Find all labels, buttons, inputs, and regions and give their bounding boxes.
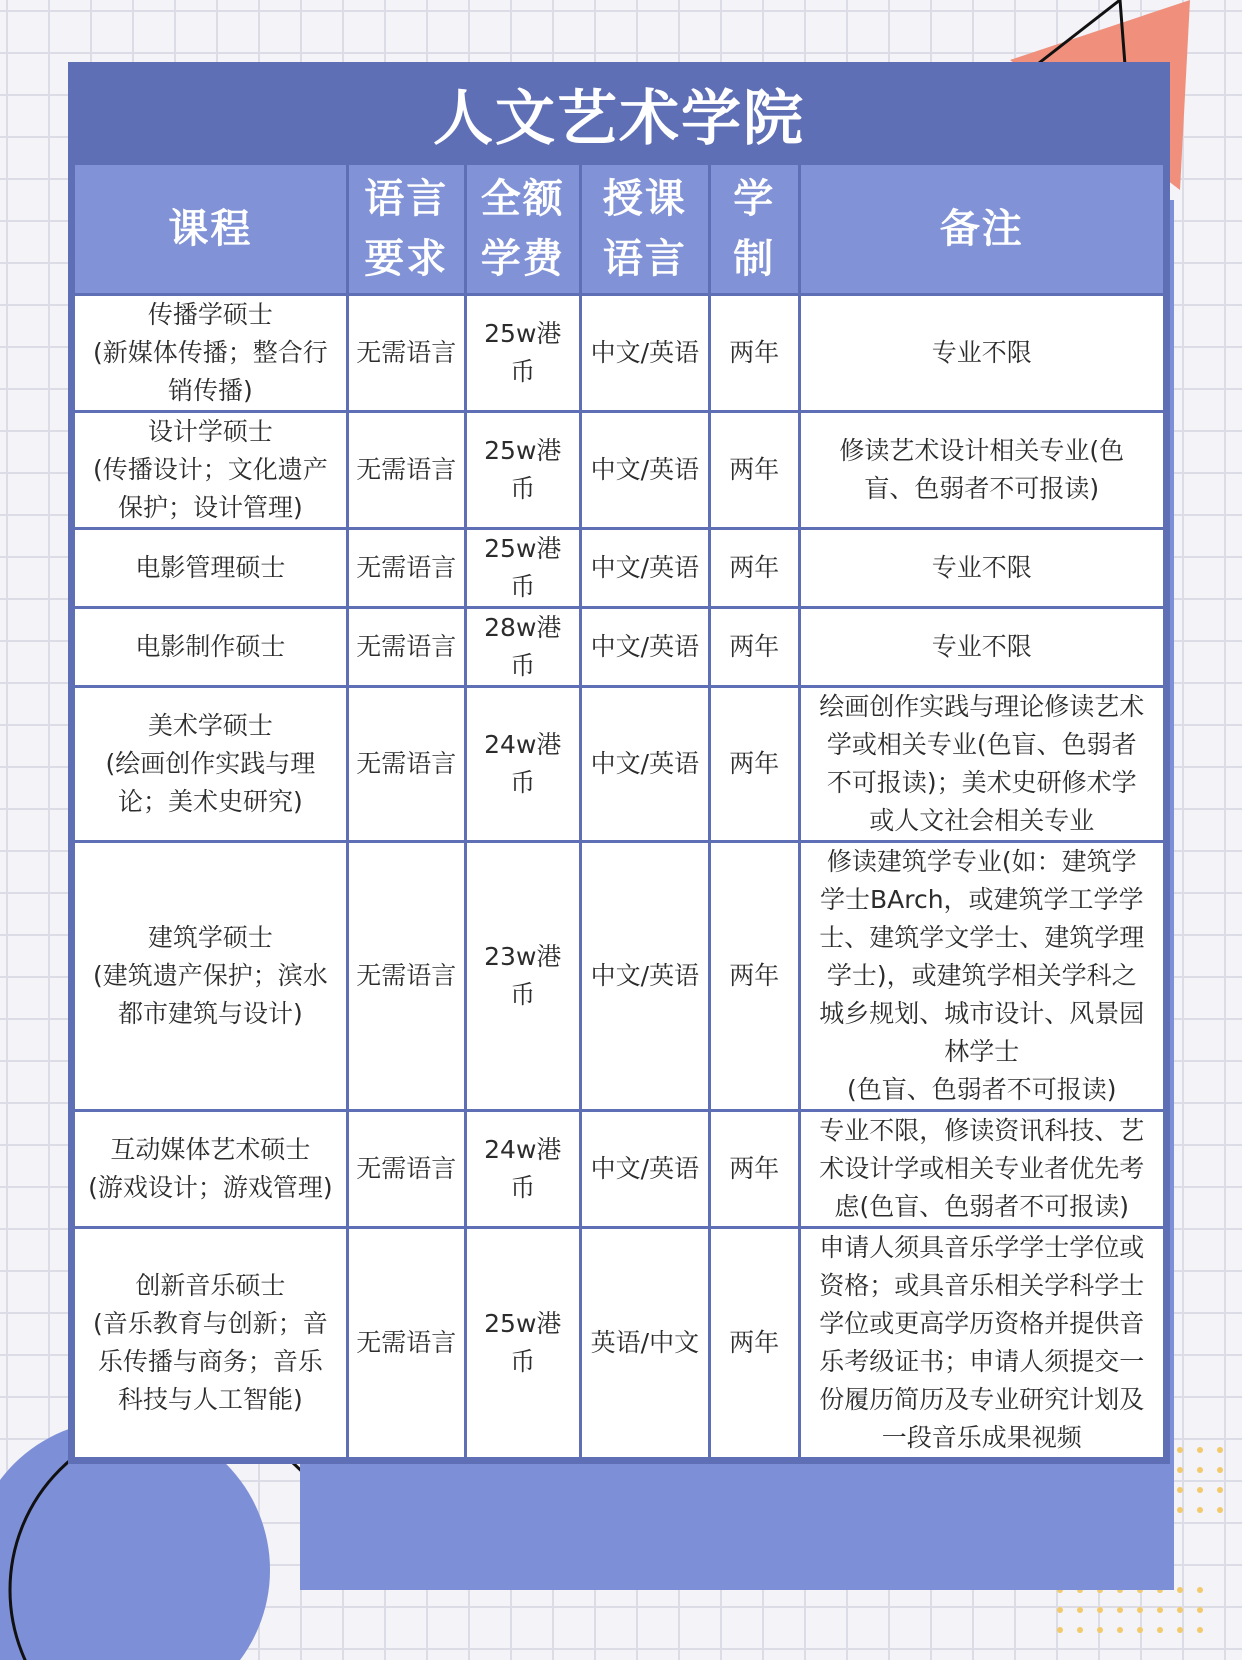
remarks-line: 学士BArch，或建筑学工学学 bbox=[819, 885, 1144, 914]
remarks-line: (色盲、色弱者不可报读) bbox=[847, 1075, 1117, 1104]
teaching-lang-cell: 英语/中文 bbox=[582, 1229, 708, 1457]
course-line: (音乐教育与创新；音 bbox=[93, 1309, 328, 1338]
column-header-tuition bbox=[467, 165, 579, 293]
duration-cell: 两年 bbox=[711, 1229, 798, 1457]
teaching-lang-cell: 中文/英语 bbox=[582, 843, 708, 1109]
course-line: 建筑学硕士 bbox=[147, 923, 273, 952]
duration-cell: 两年 bbox=[711, 296, 798, 410]
remarks-line: 盲、色弱者不可报读) bbox=[864, 474, 1100, 503]
duration-cell: 两年 bbox=[711, 688, 798, 840]
course-line: (游戏设计；游戏管理) bbox=[88, 1173, 333, 1202]
teaching-lang-cell: 中文/英语 bbox=[582, 688, 708, 840]
column-header-course bbox=[75, 165, 346, 293]
column-header-line: 学 bbox=[733, 176, 776, 222]
remarks-cell bbox=[801, 843, 1163, 1109]
tuition-cell: 23w港币 bbox=[467, 843, 579, 1109]
course-cell bbox=[75, 1112, 346, 1226]
remarks-line: 申请人须具音乐学学士学位或 bbox=[819, 1233, 1145, 1262]
table-row bbox=[75, 1112, 1163, 1226]
course-line: (新媒体传播；整合行 bbox=[93, 338, 328, 367]
course-line: 设计学硕士 bbox=[147, 417, 273, 446]
course-line: 保护；设计管理) bbox=[118, 493, 303, 522]
remarks-line: 修读建筑学专业(如：建筑学 bbox=[826, 847, 1137, 876]
remarks-line: 专业不限 bbox=[931, 338, 1032, 367]
tuition-cell: 24w港币 bbox=[467, 1112, 579, 1226]
remarks-line: 虑(色盲、色弱者不可报读) bbox=[834, 1192, 1130, 1221]
language-req-cell: 无需语言 bbox=[349, 843, 464, 1109]
language-req-cell: 无需语言 bbox=[349, 688, 464, 840]
column-header-line: 课程 bbox=[168, 206, 253, 252]
table-row bbox=[75, 296, 1163, 410]
tuition-cell: 28w港币 bbox=[467, 609, 579, 685]
teaching-lang-cell: 中文/英语 bbox=[582, 1112, 708, 1226]
language-req-cell: 无需语言 bbox=[349, 1112, 464, 1226]
column-header-line: 全额 bbox=[480, 176, 565, 222]
course-cell bbox=[75, 296, 346, 410]
remarks-line: 专业不限 bbox=[931, 632, 1032, 661]
remarks-line: 乐考级证书；申请人须提交一 bbox=[819, 1347, 1145, 1376]
tuition-cell: 25w港币 bbox=[467, 530, 579, 606]
course-line: 电影制作硕士 bbox=[135, 632, 286, 661]
remarks-cell bbox=[801, 530, 1163, 606]
language-req-cell: 无需语言 bbox=[349, 609, 464, 685]
remarks-cell bbox=[801, 413, 1163, 527]
course-line: 销传播) bbox=[168, 376, 253, 405]
language-req-cell: 无需语言 bbox=[349, 1229, 464, 1457]
table-row bbox=[75, 413, 1163, 527]
course-line: 创新音乐硕士 bbox=[135, 1271, 286, 1300]
page-title: 人文艺术学院 bbox=[72, 66, 1166, 162]
duration-cell: 两年 bbox=[711, 413, 798, 527]
course-line: 电影管理硕士 bbox=[135, 553, 286, 582]
course-line: 都市建筑与设计) bbox=[118, 999, 303, 1028]
course-line: 美术学硕士 bbox=[147, 711, 273, 740]
table-row bbox=[75, 609, 1163, 685]
remarks-line: 或人文社会相关专业 bbox=[869, 806, 1095, 835]
remarks-line: 专业不限，修读资讯科技、艺 bbox=[819, 1116, 1145, 1145]
program-table-card bbox=[68, 62, 1170, 1464]
column-header-line: 授课 bbox=[602, 176, 687, 222]
duration-cell: 两年 bbox=[711, 843, 798, 1109]
course-line: 论；美术史研究) bbox=[118, 787, 303, 816]
language-req-cell: 无需语言 bbox=[349, 296, 464, 410]
course-line: 乐传播与商务；音乐 bbox=[97, 1347, 323, 1376]
teaching-lang-cell: 中文/英语 bbox=[582, 530, 708, 606]
tuition-cell: 25w港币 bbox=[467, 413, 579, 527]
tuition-cell: 25w港币 bbox=[467, 296, 579, 410]
course-line: 科技与人工智能) bbox=[118, 1385, 303, 1414]
remarks-line: 术设计学或相关专业者优先考 bbox=[819, 1154, 1145, 1183]
column-header-line: 要求 bbox=[364, 236, 449, 282]
course-cell bbox=[75, 688, 346, 840]
table-row bbox=[75, 1229, 1163, 1457]
course-cell bbox=[75, 1229, 346, 1457]
course-line: 传播学硕士 bbox=[147, 300, 273, 329]
duration-cell: 两年 bbox=[711, 530, 798, 606]
remarks-line: 资格；或具音乐相关学科学士 bbox=[819, 1271, 1145, 1300]
remarks-line: 学或相关专业(色盲、色弱者 bbox=[826, 730, 1137, 759]
remarks-line: 城乡规划、城市设计、风景园 bbox=[819, 999, 1145, 1028]
language-req-cell: 无需语言 bbox=[349, 530, 464, 606]
remarks-line: 专业不限 bbox=[931, 553, 1032, 582]
remarks-cell bbox=[801, 1229, 1163, 1457]
tuition-cell: 24w港币 bbox=[467, 688, 579, 840]
remarks-cell bbox=[801, 688, 1163, 840]
remarks-line: 份履历简历及专业研究计划及 bbox=[819, 1385, 1145, 1414]
course-line: 互动媒体艺术硕士 bbox=[110, 1135, 311, 1164]
remarks-line: 不可报读)；美术史研修术学 bbox=[826, 768, 1137, 797]
table-header-row bbox=[75, 165, 1163, 293]
duration-cell: 两年 bbox=[711, 1112, 798, 1226]
column-header-line: 语言 bbox=[364, 176, 449, 222]
remarks-line: 学位或更高学历资格并提供音 bbox=[819, 1309, 1145, 1338]
remarks-cell bbox=[801, 296, 1163, 410]
course-line: (绘画创作实践与理 bbox=[105, 749, 316, 778]
course-cell bbox=[75, 413, 346, 527]
remarks-cell bbox=[801, 1112, 1163, 1226]
duration-cell: 两年 bbox=[711, 609, 798, 685]
program-table bbox=[72, 162, 1166, 1460]
remarks-line: 学士)，或建筑学相关学科之 bbox=[826, 961, 1137, 990]
column-header-language-req bbox=[349, 165, 464, 293]
remarks-cell bbox=[801, 609, 1163, 685]
column-header-line: 制 bbox=[733, 236, 776, 282]
tuition-cell: 25w港币 bbox=[467, 1229, 579, 1457]
column-header-teaching-lang bbox=[582, 165, 708, 293]
remarks-line: 林学士 bbox=[944, 1037, 1020, 1066]
course-line: (建筑遗产保护；滨水 bbox=[93, 961, 328, 990]
remarks-line: 修读艺术设计相关专业(色 bbox=[839, 436, 1125, 465]
column-header-line: 备注 bbox=[939, 206, 1024, 252]
table-row bbox=[75, 688, 1163, 840]
column-header-remarks bbox=[801, 165, 1163, 293]
teaching-lang-cell: 中文/英语 bbox=[582, 413, 708, 527]
column-header-duration bbox=[711, 165, 798, 293]
teaching-lang-cell: 中文/英语 bbox=[582, 296, 708, 410]
column-header-line: 学费 bbox=[480, 236, 565, 282]
table-row bbox=[75, 843, 1163, 1109]
remarks-line: 士、建筑学文学士、建筑学理 bbox=[819, 923, 1145, 952]
table-body bbox=[75, 296, 1163, 1457]
course-line: (传播设计；文化遗产 bbox=[93, 455, 328, 484]
teaching-lang-cell: 中文/英语 bbox=[582, 609, 708, 685]
remarks-line: 一段音乐成果视频 bbox=[881, 1423, 1082, 1452]
course-cell bbox=[75, 609, 346, 685]
course-cell bbox=[75, 843, 346, 1109]
table-row bbox=[75, 530, 1163, 606]
remarks-line: 绘画创作实践与理论修读艺术 bbox=[819, 692, 1145, 721]
language-req-cell: 无需语言 bbox=[349, 413, 464, 527]
course-cell bbox=[75, 530, 346, 606]
column-header-line: 语言 bbox=[602, 236, 687, 282]
